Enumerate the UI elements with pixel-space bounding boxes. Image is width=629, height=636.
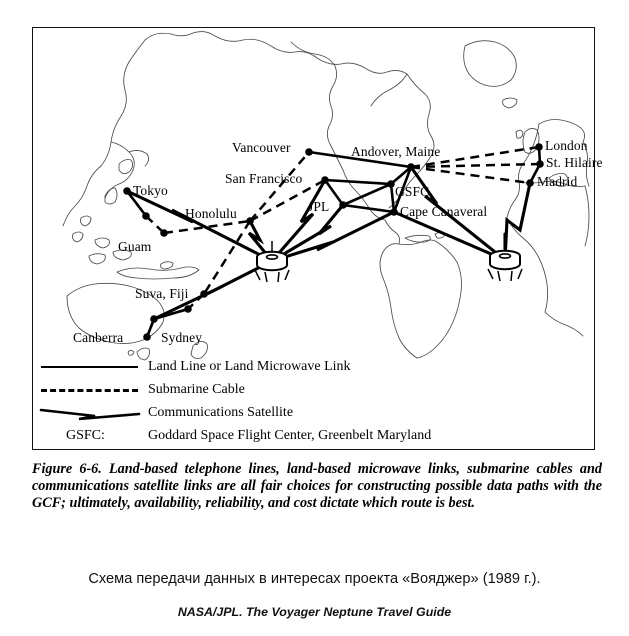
map-label-st-hilaire: St. Hilaire [546, 155, 603, 170]
map-label-madrid: Madrid [537, 174, 578, 189]
station-dot-honolulu [246, 217, 254, 225]
station-dot-jpl [339, 201, 347, 209]
dashed-line-icon [41, 389, 138, 392]
map-label-canberra: Canberra [73, 330, 124, 345]
station-dot-st-hilaire [536, 160, 544, 168]
map-label-tokyo: Tokyo [133, 183, 168, 198]
map-label-vancouver: Vancouver [232, 140, 291, 155]
station-dot-vancouver [305, 148, 313, 156]
station-dot-sydney-mid [184, 305, 192, 313]
map-label-guam: Guam [118, 239, 152, 254]
figure-caption: Figure 6-6. Land-based telephone lines, land-based microwave links, submarine cables and communications satellite links are all fair choices for constructing possible data paths with the GCF; ultimately, availability, reliability, and cost dictate which route is best. [32, 461, 602, 512]
station-dot-cape-canaveral [390, 208, 398, 216]
legend-row-submarine-cable [33, 381, 594, 402]
station-dot-san-francisco [321, 176, 329, 184]
map-label-honolulu: Honolulu [185, 206, 237, 221]
atlantic-satellite-icon [488, 240, 522, 281]
station-dot-guam [160, 229, 168, 237]
legend-row-land-line [33, 358, 594, 379]
legend-key-communications-satellite [33, 404, 143, 422]
map-label-cape-canaveral: Cape Canaveral [400, 204, 488, 219]
map-label-london: London [545, 138, 588, 153]
map-label-san-francisco: San Francisco [225, 171, 303, 186]
station-dot-sydney [150, 315, 158, 323]
station-dot-madrid [526, 179, 534, 187]
legend-label-land-line: Land Line or Land Microwave Link [148, 359, 351, 374]
map-label-sydney: Sydney [161, 330, 203, 345]
figure-frame [32, 27, 603, 450]
station-dot-andover [407, 163, 415, 171]
legend-abbr-term: GSFC: [66, 428, 105, 443]
station-dot-suva-fiji [200, 290, 208, 298]
map-label-jpl: JPL [308, 199, 330, 214]
station-dot-tokyo-mid [142, 212, 150, 220]
legend-key-land-line [33, 358, 143, 376]
russian-caption: Схема передачи данных в интересах проекта «Вояджер» (1989 г.). [88, 571, 541, 587]
station-dot-london [535, 143, 543, 151]
legend-row-communications-satellite [33, 404, 594, 425]
solid-line-icon [41, 366, 138, 368]
legend-key-submarine-cable [33, 381, 143, 399]
station-dot-canberra [143, 333, 151, 341]
legend-abbr-definition: Goddard Space Flight Center, Greenbelt Maryland [148, 428, 432, 443]
legend-label-communications-satellite: Communications Satellite [148, 405, 294, 420]
source-attribution: NASA/JPL. The Voyager Neptune Travel Guide [177, 605, 452, 619]
legend [33, 356, 594, 449]
legend-label-submarine-cable: Submarine Cable [148, 382, 245, 397]
map-label-suva-fiji: Suva, Fiji [135, 286, 189, 301]
map-label-andover: Andover, Maine [351, 144, 441, 159]
map-label-gsfc: GSFC [395, 184, 430, 199]
zigzag-line-icon [39, 404, 141, 422]
station-dot-tokyo [123, 187, 131, 195]
station-dot-gsfc [387, 180, 395, 188]
legend-row-gsfc-abbreviation [33, 427, 594, 448]
